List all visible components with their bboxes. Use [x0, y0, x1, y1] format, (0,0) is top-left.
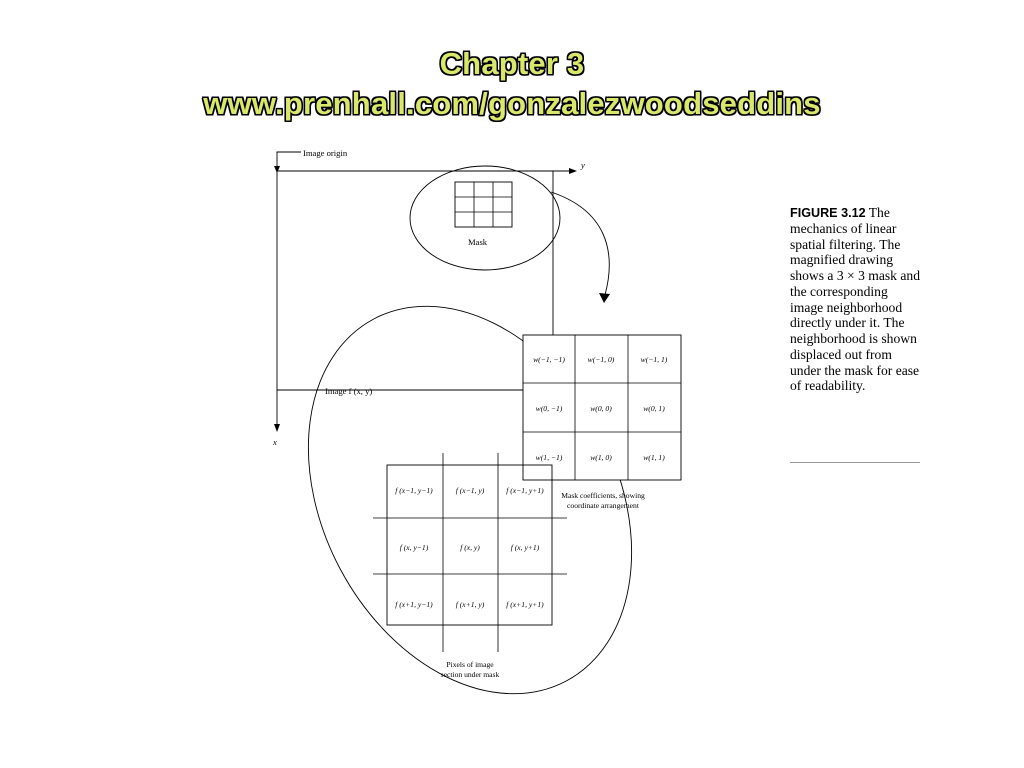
- mask-cell: w(−1, 0): [587, 355, 615, 364]
- mask-grid-small: [455, 182, 512, 247]
- figure-3-12: [255, 140, 755, 720]
- figure-caption: [790, 205, 920, 394]
- slide-title: [0, 44, 1024, 123]
- pixel-cell: f (x, y−1): [399, 543, 429, 552]
- mask-cell: w(1, −1): [535, 453, 563, 462]
- pixel-cell: f (x−1, y−1): [395, 486, 433, 495]
- figure-caption-text: The mechanics of linear spatial filtering. The magnified drawing shows a 3 × 3 mask and the corresponding image neighborhood directly under it. The neighborhood is shown displaced out from under the mask for ease of readability.: [790, 205, 920, 394]
- pixel-cell: f (x, y): [460, 543, 480, 552]
- image-f-label: Image f (x, y): [325, 386, 373, 396]
- mask-cell: w(0, 1): [643, 404, 665, 413]
- image-origin-label: Image origin: [303, 148, 348, 158]
- axis-x-label: x: [273, 437, 277, 447]
- slide-title-line1: Chapter 3: [439, 46, 585, 81]
- pixel-cell: f (x−1, y): [455, 486, 485, 495]
- pixel-neighborhood-grid: [373, 453, 567, 679]
- magnified-ellipse: [255, 250, 696, 720]
- mask-caption-line1: Mask coefficients, showing: [561, 491, 645, 500]
- image-origin-annotation: [274, 148, 348, 173]
- figure-diagram: [255, 140, 755, 720]
- mask-caption-line2: coordinate arrangement: [567, 501, 639, 510]
- pixel-cell: f (x+1, y+1): [506, 600, 544, 609]
- mask-cell: w(−1, −1): [533, 355, 565, 364]
- mask-coefficient-grid: [523, 335, 681, 510]
- pixel-cell: f (x+1, y): [455, 600, 485, 609]
- mask-cell: w(0, −1): [535, 404, 563, 413]
- pixel-cell: f (x+1, y−1): [395, 600, 433, 609]
- axis-y-label: y: [581, 160, 585, 170]
- slide-title-line2: www.prenhall.com/gonzalezwoodseddins: [203, 85, 821, 121]
- caption-divider: [790, 462, 920, 463]
- figure-caption-label: FIGURE 3.12: [790, 206, 866, 220]
- mask-cell: w(−1, 1): [640, 355, 668, 364]
- pixel-cell: f (x−1, y+1): [506, 486, 544, 495]
- mask-cell: w(0, 0): [590, 404, 612, 413]
- mask-cell: w(1, 1): [643, 453, 665, 462]
- mask-label: Mask: [468, 237, 488, 247]
- pixel-cell: f (x, y+1): [510, 543, 540, 552]
- mask-cell: w(1, 0): [590, 453, 612, 462]
- pixels-caption-line2: section under mask: [440, 670, 500, 679]
- magnify-arrow: [551, 192, 610, 303]
- pixels-caption-line1: Pixels of image: [446, 660, 494, 669]
